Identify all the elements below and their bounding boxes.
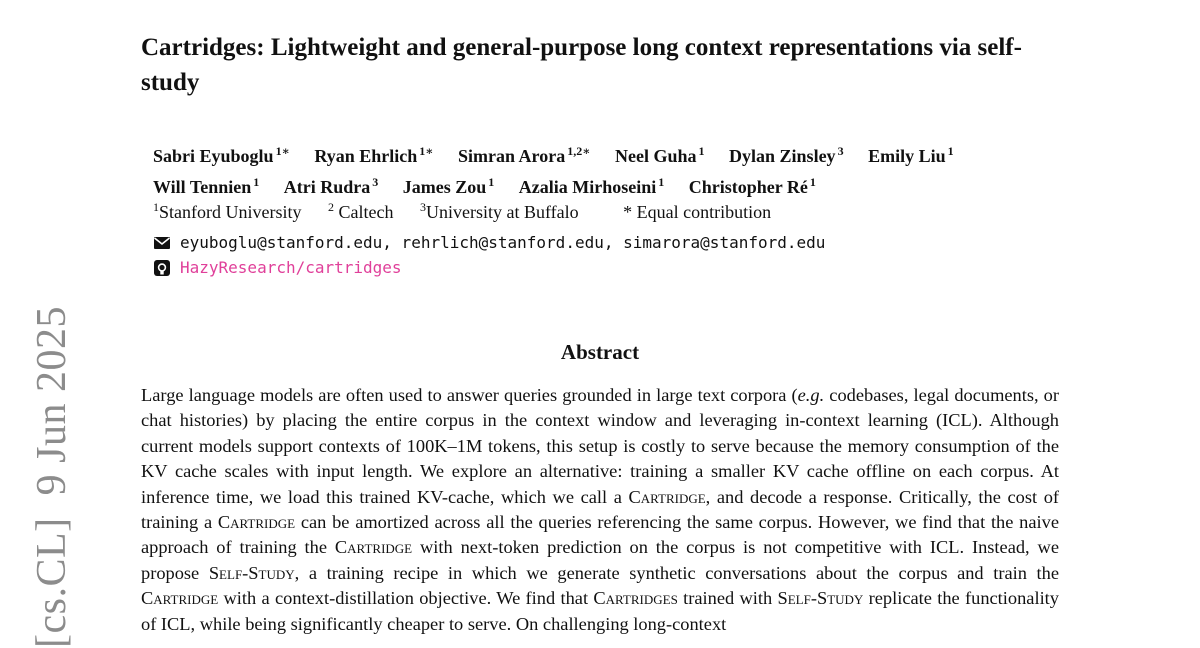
repo-link[interactable]: HazyResearch/cartridges xyxy=(180,258,402,277)
email-addresses[interactable]: eyuboglu@stanford.edu, rehrlich@stanford.edu, simarora@stanford.edu xyxy=(180,233,826,252)
arxiv-date: 9 Jun 2025 xyxy=(29,306,75,496)
author: Ryan Ehrlich $^{1∗}$ xyxy=(314,144,434,166)
envelope-icon xyxy=(153,234,171,252)
author: Neel Guha $^1$ xyxy=(615,144,705,166)
affiliation: $^3$University at Buffalo xyxy=(419,200,579,222)
paper-title: Cartridges: Lightweight and general-purpose long context representations via self-study xyxy=(141,34,1022,96)
github-icon xyxy=(153,259,171,277)
affiliation: $^1$Stanford University xyxy=(153,200,302,222)
author-list xyxy=(153,138,1113,200)
author: Azalia Mirhoseini $^1$ xyxy=(518,175,665,197)
author: Simran Arora $^{1,2∗}$ xyxy=(458,144,591,166)
author: Will Tennien $^1$ xyxy=(153,175,260,197)
abstract-text: Large language models are often used to answer queries grounded in large text corpora (e.g. codebases, legal documents, or chat histories) by placing the entire corpus in the context window and leveraging in-context learning (ICL). Although current models support contexts of 100K–1M tokens, this setup is costly to serve because the memory consumption of the KV cache scales with input length. We explore an alternative: training a smaller KV cache offline on each corpus. At inference time, we load this trained KV-cache, which we call a Cartridge, and decode a response. Critically, the cost of training a Cartridge can be amortized across all the queries referencing the same corpus. However, we find that the naive approach of training the Cartridge with next-token prediction on the corpus is not competitive with ICL. Instead, we propose Self-Study, a training recipe in which we generate synthetic conversations about the corpus and train the Cartridge with a context-distillation objective. We find that Cartridges trained with Self-Study replicate the functionality of ICL, while being significantly cheaper to serve. On challenging long-context xyxy=(141,385,1060,634)
repo-row xyxy=(153,258,402,277)
affiliation: $^2$ Caltech xyxy=(327,200,394,222)
author: James Zou $^1$ xyxy=(402,175,495,197)
arxiv-category: [cs.CL] xyxy=(29,517,75,648)
author: Sabri Eyuboglu $^{1∗}$ xyxy=(153,144,290,166)
equal-contribution-note: * Equal contribution xyxy=(623,202,772,222)
arxiv-sidebar-stamp xyxy=(28,284,76,648)
email-row xyxy=(153,233,825,252)
author: Christopher Ré $^1$ xyxy=(688,175,816,197)
author: Dylan Zinsley $^3$ xyxy=(729,144,844,166)
author: Atri Rudra $^3$ xyxy=(283,175,379,197)
abstract-heading: Abstract xyxy=(560,340,640,364)
author: Emily Liu $^1$ xyxy=(868,144,954,166)
affiliation-list xyxy=(153,200,793,223)
